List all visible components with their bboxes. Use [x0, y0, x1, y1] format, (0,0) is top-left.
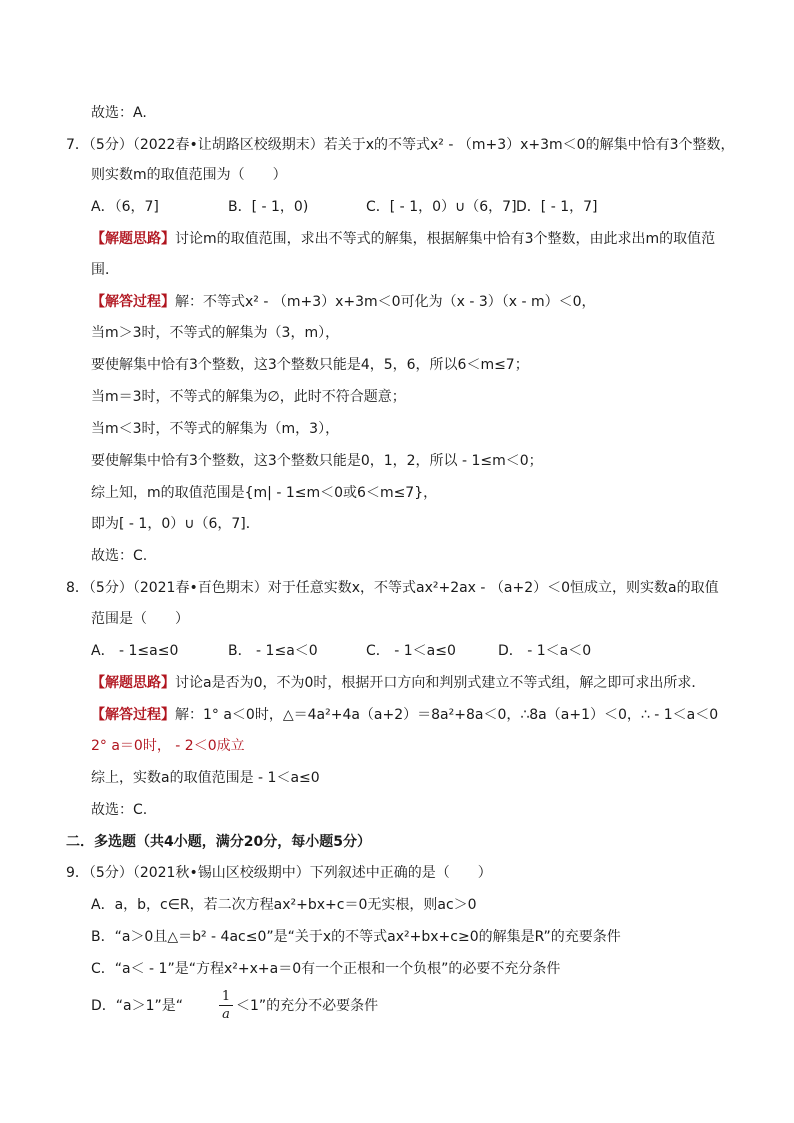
q8-option-d: D． - 1＜a＜0 — [498, 643, 592, 659]
q7-idea-tag: 【解题思路】 — [91, 231, 175, 247]
q7-process-line3: 要使解集中恰有3个整数，这3个整数只能是4，5，6，所以6＜m≤7； — [91, 357, 529, 373]
q9-stem: 9．（5分）（2021秋•锡山区校级期中）下列叙述中正确的是（ ） — [66, 865, 492, 881]
q8-process-tag: 【解答过程】 — [91, 707, 175, 723]
q7-process-text: 解：不等式x² - （m+3）x+3m＜0可化为（x - 3）（x - m）＜0， — [175, 294, 596, 310]
q7-process-line2: 当m＞3时，不等式的解集为（3，m）， — [91, 325, 340, 341]
q8-process-line1 — [91, 705, 718, 725]
q9-option-d-suffix: ＜1”的充分不必要条件 — [236, 998, 379, 1014]
q7-option-b: B．[ - 1，0) — [228, 199, 309, 215]
q7-stem-line1: 7．（5分）（2022春•让胡路区校级期末）若关于x的不等式x² - （m+3）x+3m＜0的解集中恰有3个整数， — [66, 137, 735, 153]
q7-stem-line2: 则实数m的取值范围为（ ） — [91, 167, 287, 183]
q7-idea-line2: 围． — [91, 262, 119, 278]
q9-option-c: C．“a＜ - 1”是“方程x²+x+a＝0有一个正根和一个负根”的必要不充分条件 — [91, 961, 561, 977]
q7-option-a: A．（6，7] — [91, 199, 159, 215]
fraction-bar — [219, 1005, 233, 1006]
q7-answer: 故选：C. — [91, 548, 148, 564]
fraction-denominator: a — [222, 1007, 230, 1022]
q8-idea-text: 讨论a是否为0，不为0时，根据开口方向和判别式建立不等式组，解之即可求出所求． — [175, 675, 706, 691]
q8-option-a: A． - 1≤a≤0 — [91, 643, 179, 659]
q7-process-line5: 当m＜3时，不等式的解集为（m，3）， — [91, 421, 340, 437]
q7-process-line6: 要使解集中恰有3个整数，这3个整数只能是0，1，2，所以 - 1≤m＜0； — [91, 453, 543, 469]
q8-process-line3: 综上，实数a的取值范围是 - 1＜a≤0 — [91, 770, 320, 786]
q9-option-d-fraction — [219, 989, 233, 1022]
q8-idea-line1 — [91, 673, 705, 693]
q7-option-d: D．[ - 1，7] — [516, 199, 598, 215]
q8-answer: 故选：C. — [91, 802, 148, 818]
q8-stem-line1: 8．（5分）（2021春•百色期末）对于任意实数x，不等式ax²+2ax - （a+2）＜0恒成立，则实数a的取值 — [66, 580, 719, 596]
q8-option-c: C． - 1＜a≤0 — [366, 643, 456, 659]
q7-option-c: C．[ - 1，0）∪（6，7] — [366, 199, 517, 215]
q8-idea-tag: 【解题思路】 — [91, 675, 175, 691]
q8-option-b: B． - 1≤a＜0 — [228, 643, 318, 659]
q7-process-tag: 【解答过程】 — [91, 294, 175, 310]
q7-idea-text: 讨论m的取值范围，求出不等式的解集，根据解集中恰有3个整数，由此求出m的取值范 — [175, 231, 716, 247]
q8-stem-line2: 范围是（ ） — [91, 611, 189, 627]
q6-answer: 故选：A. — [91, 105, 147, 121]
q7-process-line7: 综上知，m的取值范围是{m| - 1≤m＜0或6＜m≤7}， — [91, 485, 438, 501]
q7-process-line8: 即为[ - 1，0）∪（6，7]． — [91, 516, 260, 532]
q8-process-line2: 2° a＝0时， - 2＜0成立 — [91, 738, 245, 754]
q7-process-line4: 当m＝3时，不等式的解集为∅，此时不符合题意； — [91, 389, 406, 405]
q7-process-line1 — [91, 292, 596, 312]
q9-option-d-prefix: D．“a＞1”是“ — [91, 998, 184, 1014]
q7-idea-line1 — [91, 229, 715, 249]
fraction-numerator: 1 — [221, 989, 231, 1004]
section-heading: 二．多选题（共4小题，满分20分，每小题5分） — [66, 834, 371, 850]
q8-process-text: 解：1° a＜0时，△＝4a²+4a（a+2）＝8a²+8a＜0，∴8a（a+1）＜0，∴ - 1＜a＜0 — [175, 707, 719, 723]
q9-option-b: B．“a＞0且△＝b² - 4ac≤0”是“关于x的不等式ax²+bx+c≥0的解集是R”的充要条件 — [91, 929, 621, 945]
q9-option-a: A．a，b，c∈R，若二次方程ax²+bx+c＝0无实根，则ac＞0 — [91, 897, 477, 913]
